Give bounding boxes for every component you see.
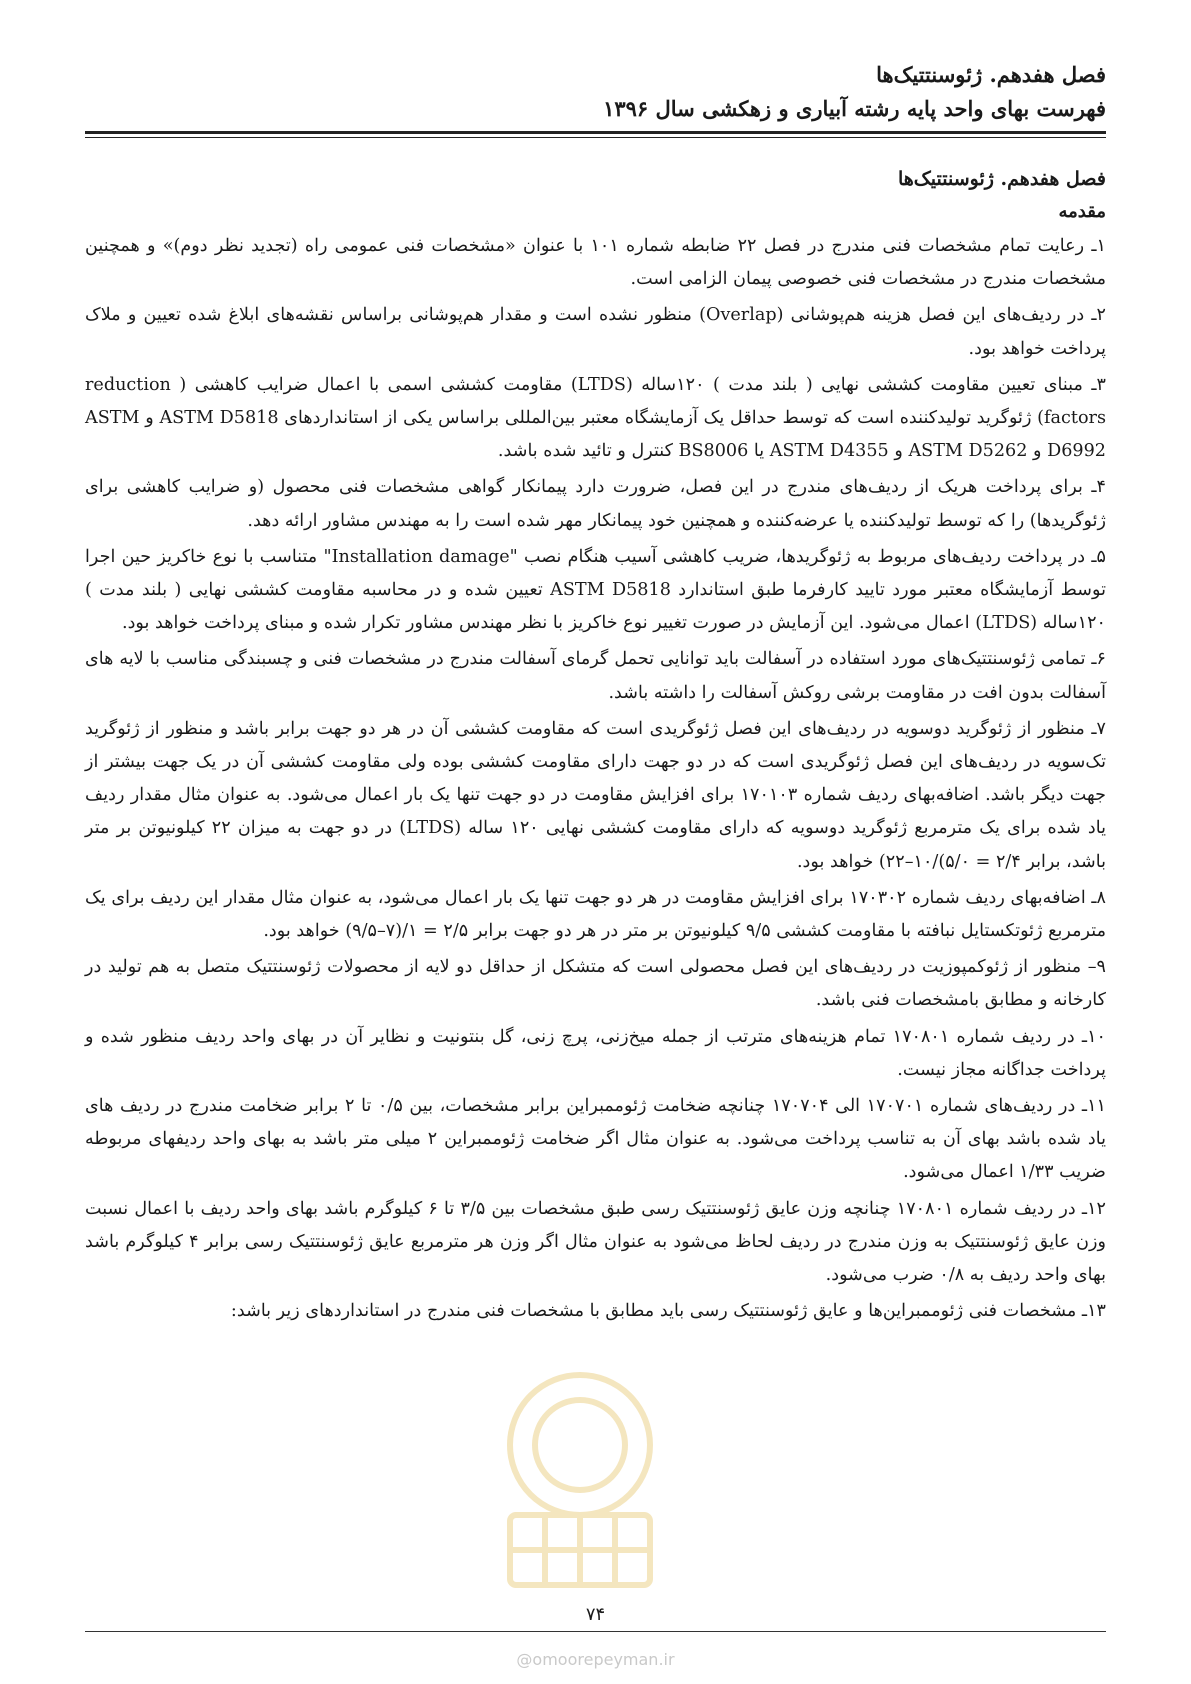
header-chapter-title: فصل هفدهم. ژئوسنتتیک‌ها — [876, 62, 1106, 87]
watermark-seal-icon — [470, 1355, 690, 1605]
header-price-list-title: فهرست بهای واحد پایه رشته آبیاری و زهکشی سال ۱۳۹۶ — [603, 96, 1106, 121]
paragraph-3: ۳ـ مبنای تعیین مقاومت کششی نهایی ( بلند مدت ) ۱۲۰ساله (LTDS) مقاومت کششی اسمی با اعمال ضرایب کاهشی ( reduction factors) ژئوگرید تولیدکننده است که توسط حداقل یک آزمایشگاه معتبر بین‌المللی براساس یکی از استانداردهای ASTM D5818 و ASTM D6992 و ASTM D5262 و ASTM D4355 یا BS8006 کنترل و تائید شده باشد. — [85, 374, 1106, 462]
watermark-text: @omoorepeyman.ir — [516, 1650, 675, 1669]
page-header — [86, 58, 1106, 126]
paragraph-5: ۵ـ در پرداخت ردیف‌های مربوط به ژئوگریدها، ضریب کاهشی آسیب هنگام نصب "Installation damage" متناسب با نوع خاکریز حین اجرا توسط آزمایشگاه معتبر مورد تایید کارفرما طبق استاندارد ASTM D5818 تعیین شده و در محاسبه مقاومت کششی نهایی ( بلند مدت ) ۱۲۰ساله (LTDS) اعمال می‌شود. این آزمایش در صورت تغییر نوع خاکریز با نظر مهندس مشاور تکرار شده و مبنای پرداخت خواهد بود. — [85, 546, 1106, 634]
footer-rule — [85, 1631, 1106, 1632]
paragraph-9: ۹– منظور از ژئوکمپوزیت در ردیف‌های این فصل محصولی است که متشکل از حداقل دو لایه از محصولات ژئوسنتتیک متصل به هم تولید در کارخانه و مطابق بامشخصات فنی باشد. — [85, 957, 1106, 1011]
chapter-title: فصل هفدهم. ژئوسنتتیک‌ها — [897, 168, 1106, 190]
paragraph-10: ۱۰ـ در ردیف شماره ۱۷۰۸۰۱ تمام هزینه‌های مترتب از جمله میخ‌زنی، پرچ زنی، گل بنتونیت و نظایر آن در بهای واحد ردیف منظور شده و پرداخت جداگانه مجاز نیست. — [85, 1026, 1106, 1080]
paragraph-8: ۸ـ اضافه‌بهای ردیف شماره ۱۷۰۳۰۲ برای افزایش مقاومت در هر دو جهت تنها یک بار اعمال می‌شود، به عنوان مثال مقدار این ردیف برای یک مترمربع ژئوتکستایل نبافته با مقاومت کششی ۹/۵ کیلونیوتن بر متر در هر دو جهت برابر ۲/۵ = ۱/(۷–۹/۵) خواهد بود. — [85, 887, 1106, 942]
page-content — [85, 162, 1106, 1332]
paragraph-6: ۶ـ تمامی ژئوسنتتیک‌های مورد استفاده در آسفالت باید توانایی تحمل گرمای آسفالت مندرج در مشخصات فنی و چسبندگی مناسب با لایه های آسفالت بدون افت در مقاومت برشی روکش آسفالت را داشته باشد. — [85, 649, 1106, 703]
page-number: ۷۴ — [585, 1604, 606, 1625]
paragraph-12: ۱۲ـ در ردیف شماره ۱۷۰۸۰۱ چنانچه وزن عایق ژئوسنتتیک رسی طبق مشخصات بین ۳/۵ تا ۶ کیلوگرم باشد بهای واحد ردیف با اعمال نسبت وزن عایق ژئوسنتتیک به وزن مندرج در ردیف لحاظ می‌شود به عنوان مثال اگر وزن هر مترمربع عایق ژئوسنتتیک رسی برابر ۴ کیلوگرم باشد بهای واحد ردیف به ۰/۸ ضرب می‌شود. — [85, 1198, 1106, 1286]
paragraph-4: ۴ـ برای پرداخت هریک از ردیف‌های مندرج در این فصل، ضرورت دارد پیمانکار گواهی مشخصات فنی محصول (و ضرایب کاهشی برای ژئوگریدها) را که توسط تولیدکننده یا عرضه‌کننده و همچنین خود پیمانکار مهر شده است را به مهندس مشاور ارائه دهد. — [85, 477, 1106, 531]
section-title: مقدمه — [1058, 201, 1106, 222]
paragraph-2: ۲ـ در ردیف‌های این فصل هزینه هم‌پوشانی (Overlap) منظور نشده است و مقدار هم‌پوشانی براساس نقشه‌های ابلاغ شده تعیین و ملاک پرداخت خواهد بود. — [85, 305, 1106, 359]
header-rule-thick — [85, 131, 1106, 134]
paragraph-7: ۷ـ منظور از ژئوگرید دوسویه در ردیف‌های این فصل ژئوگریدی است که مقاومت کششی آن در هر دو جهت برابر باشد و منظور از ژئوگرید تک‌سویه در ردیف‌های این فصل ژئوگریدی است که در دو جهت دارای مقاومت کششی بوده ولی مقاومت کششی آن در یک جهت بیشتر از جهت دیگر باشد. اضافه‌بهای ردیف شماره ۱۷۰۱۰۳ برای افزایش مقاومت در دو جهت تنها یک بار اعمال می‌شود. به عنوان مثال مقدار ردیف یاد شده برای یک مترمربع ژئوگرید دوسویه که دارای مقاومت کششی نهایی ۱۲۰ ساله (LTDS) در دو جهت به میزان ۲۲ کیلونیوتن بر متر باشد، برابر ۲/۴ = ۵/۰)/۱۰–۲۲) خواهد بود. — [85, 718, 1107, 872]
paragraph-11: ۱۱ـ در ردیف‌های شماره ۱۷۰۷۰۱ الی ۱۷۰۷۰۴ چنانچه ضخامت ژئوممبراین برابر مشخصات، بین ۰/۵ تا ۲ برابر ضخامت مندرج در ردیف های یاد شده باشد بهای آن به تناسب پرداخت می‌شود. به عنوان مثال اگر ضخامت ژئوممبراین ۲ میلی متر باشد به بهای واحد ردیفهای مربوطه ضریب ۱/۳۳ اعمال می‌شود. — [85, 1096, 1106, 1183]
paragraph-13: ۱۳ـ مشخصات فنی ژئوممبراین‌ها و عایق ژئوسنتتیک رسی باید مطابق با مشخصات فنی مندرج در استانداردهای زیر باشد: — [230, 1301, 1106, 1322]
header-rule-thin — [85, 137, 1106, 138]
paragraph-1: ۱ـ رعایت تمام مشخصات فنی مندرج در فصل ۲۲ ضابطه شماره ۱۰۱ با عنوان «مشخصات فنی عمومی راه (تجدید نظر دوم)» و همچنین مشخصات مندرج در مشخصات فنی خصوصی پیمان الزامی است. — [85, 236, 1106, 290]
